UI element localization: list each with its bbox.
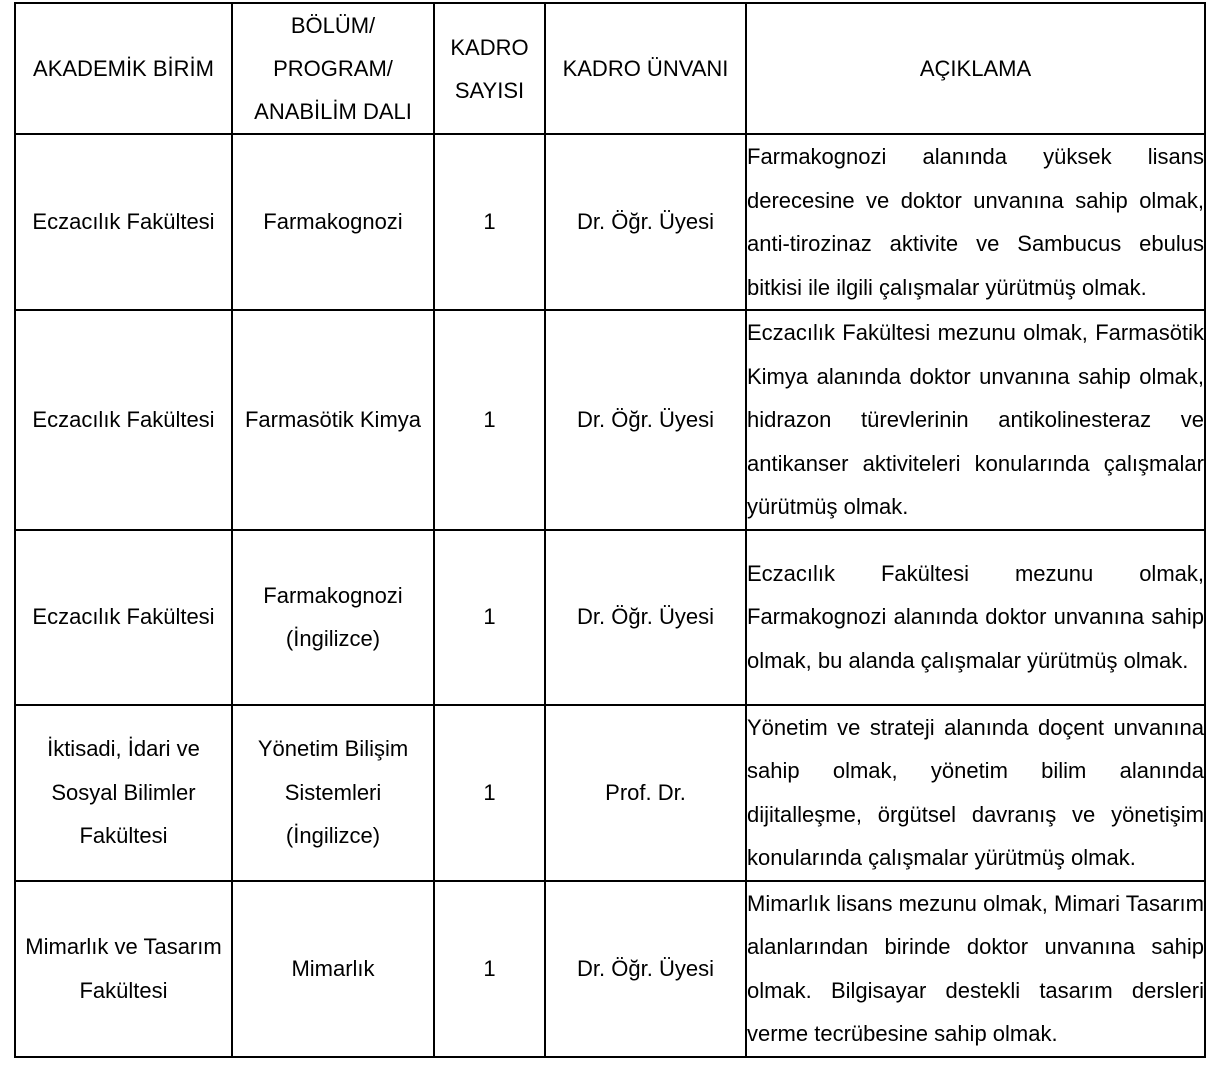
header-aciklama: AÇIKLAMA bbox=[746, 3, 1205, 134]
header-kadro-unvani: KADRO ÜNVANI bbox=[545, 3, 746, 134]
cell-kadro-sayisi: 1 bbox=[434, 530, 545, 705]
cell-akademik-birim: Eczacılık Fakültesi bbox=[15, 134, 232, 310]
header-kadro-sayisi-text: KADRO SAYISI bbox=[450, 34, 529, 103]
cell-bolum-text: Farmakognozi (İngilizce) bbox=[263, 582, 403, 651]
header-kadro-sayisi bbox=[434, 3, 545, 134]
header-bolum-program-text: BÖLÜM/ PROGRAM/ ANABİLİM DALI bbox=[254, 13, 412, 124]
cell-kadro-sayisi: 1 bbox=[434, 310, 545, 530]
cell-kadro-unvani: Dr. Öğr. Üyesi bbox=[545, 530, 746, 705]
cell-aciklama: Mimarlık lisans mezunu olmak, Mimari Tasarım alanlarından birinde doktor unvanına sahip olmak. Bilgisayar destekli tasarım dersleri verme tecrübesine sahip olmak. bbox=[746, 881, 1205, 1057]
cell-kadro-sayisi: 1 bbox=[434, 705, 545, 881]
cell-kadro-sayisi: 1 bbox=[434, 881, 545, 1057]
cell-aciklama: Eczacılık Fakültesi mezunu olmak, Farmakognozi alanında doktor unvanına sahip olmak, bu alanda çalışmalar yürütmüş olmak. bbox=[746, 530, 1205, 705]
table-row bbox=[15, 881, 1205, 1057]
cell-akademik-birim-text: İktisadi, İdari ve Sosyal Bilimler Fakültesi bbox=[47, 736, 200, 849]
cell-kadro-unvani: Dr. Öğr. Üyesi bbox=[545, 134, 746, 310]
cell-kadro-sayisi: 1 bbox=[434, 134, 545, 310]
header-akademik-birim: AKADEMİK BİRİM bbox=[15, 3, 232, 134]
header-row bbox=[15, 3, 1205, 134]
cell-aciklama: Eczacılık Fakültesi mezunu olmak, Farmasötik Kimya alanında doktor unvanına sahip olmak, hidrazon türevlerinin antikolinesteraz ve antikanser aktiviteleri konularında çalışmalar yürütmüş olmak. bbox=[746, 310, 1205, 530]
cell-kadro-unvani: Dr. Öğr. Üyesi bbox=[545, 310, 746, 530]
cell-bolum: Farmasötik Kimya bbox=[232, 310, 434, 530]
kadro-table bbox=[14, 2, 1206, 1058]
table-row bbox=[15, 530, 1205, 705]
cell-bolum bbox=[232, 530, 434, 705]
cell-akademik-birim: Mimarlık ve Tasarım Fakültesi bbox=[15, 881, 232, 1057]
header-bolum-program bbox=[232, 3, 434, 134]
cell-akademik-birim: Eczacılık Fakültesi bbox=[15, 310, 232, 530]
cell-akademik-birim bbox=[15, 705, 232, 881]
cell-aciklama: Farmakognozi alanında yüksek lisans derecesine ve doktor unvanına sahip olmak, anti-tirozinaz aktivite ve Sambucus ebulus bitkisi ile ilgili çalışmalar yürütmüş olmak. bbox=[746, 134, 1205, 310]
cell-bolum bbox=[232, 705, 434, 881]
cell-akademik-birim: Eczacılık Fakültesi bbox=[15, 530, 232, 705]
table-row bbox=[15, 310, 1205, 530]
cell-bolum: Farmakognozi bbox=[232, 134, 434, 310]
cell-kadro-unvani: Dr. Öğr. Üyesi bbox=[545, 881, 746, 1057]
table-row bbox=[15, 705, 1205, 881]
cell-kadro-unvani: Prof. Dr. bbox=[545, 705, 746, 881]
table-row bbox=[15, 134, 1205, 310]
cell-bolum-text: Yönetim Bilişim Sistemleri (İngilizce) bbox=[257, 736, 409, 849]
cell-aciklama: Yönetim ve strateji alanında doçent unvanına sahip olmak, yönetim bilim alanında dijitalleşme, örgütsel davranış ve yönetişim konularında çalışmalar yürütmüş olmak. bbox=[746, 705, 1205, 881]
cell-bolum: Mimarlık bbox=[232, 881, 434, 1057]
